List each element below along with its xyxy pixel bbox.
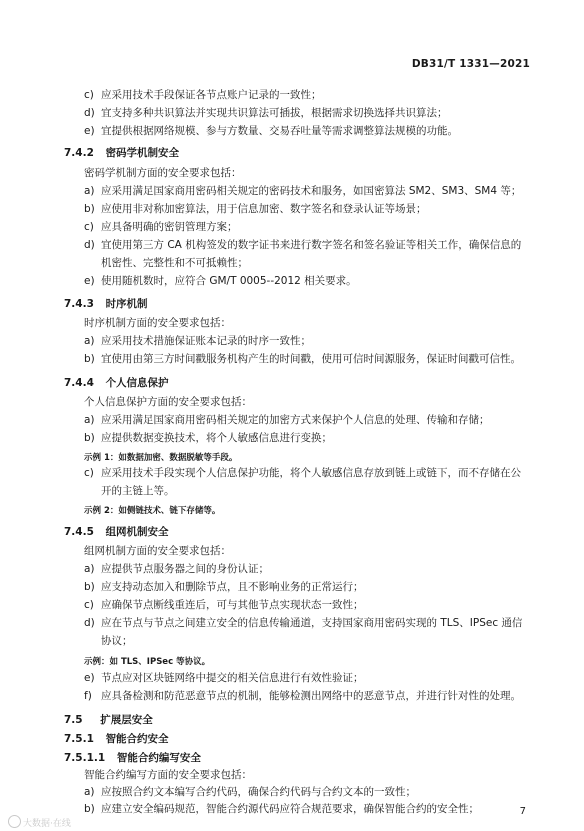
list-text-continuation: 开的主链上等。: [101, 485, 175, 497]
section-heading-7-4-2: [64, 145, 179, 160]
list-text: 应使用非对称加密算法，用于信息加密、数字签名和登录认证等场景；: [101, 203, 427, 215]
section-title: 密码学机制安全: [105, 147, 180, 159]
list-marker: c): [84, 89, 94, 101]
page-number: 7: [519, 806, 526, 817]
section-number: 7.5: [64, 714, 83, 726]
list-text: 应采用满足国家商用密码相关规定的加密方式来保护个人信息的处理、传输和存储；: [101, 414, 490, 426]
watermark-logo-icon: [8, 815, 21, 828]
list-marker: a): [84, 786, 95, 798]
watermark-text: 大数据·在线: [23, 819, 71, 829]
section-heading-7-4-5: [64, 524, 169, 539]
section-title: 时序机制: [105, 298, 148, 310]
list-text: 节点应对区块链网络中提交的相关信息进行有效性验证；: [101, 672, 364, 684]
section-intro: 智能合约编写方面的安全要求包括：: [84, 769, 252, 781]
list-marker: e): [84, 275, 95, 287]
list-marker: a): [84, 185, 95, 197]
section-heading-7-5-1: [64, 731, 169, 746]
list-marker: b): [84, 203, 95, 215]
section-heading-7-5: [64, 712, 153, 727]
list-marker: a): [84, 414, 95, 426]
list-text: 应采用技术手段实现个人信息保护功能，将个人敏感信息存放到链上或链下，而不存储在公: [101, 467, 521, 479]
section-number: 7.4.5: [64, 526, 94, 538]
section-number: 7.5.1: [64, 733, 94, 745]
standard-number: DB31/T 1331—2021: [411, 58, 530, 70]
list-text: 使用随机数时，应符合 GM/T 0005--2012 相关要求。: [101, 275, 357, 287]
list-text-continuation: 机密性、完整性和不可抵赖性；: [101, 257, 248, 269]
list-marker: d): [84, 617, 95, 629]
list-text: 宜提供根据网络规模、参与方数量、交易吞吐量等需求调整算法规模的功能。: [101, 125, 458, 137]
list-text: 应采用技术手段保证各节点账户记录的一致性；: [101, 89, 322, 101]
list-text: 应在节点与节点之间建立安全的信息传输通道，支持国家商用密码实现的 TLS、IPSec 通信: [101, 617, 523, 629]
list-marker: b): [84, 803, 95, 815]
list-marker: e): [84, 672, 95, 684]
list-marker: d): [84, 239, 95, 251]
list-marker: f): [84, 690, 92, 702]
list-marker: b): [84, 432, 95, 444]
list-text-continuation: 协议；: [101, 635, 133, 647]
list-text: 应支持动态加入和删除节点，且不影响业务的正常运行；: [101, 581, 364, 593]
list-marker: a): [84, 563, 95, 575]
example-note: 示例 2：如侧链技术、链下存储等。: [84, 506, 221, 516]
section-number: 7.4.4: [64, 377, 94, 389]
section-intro: 密码学机制方面的安全要求包括：: [84, 167, 242, 179]
section-number: 7.4.3: [64, 298, 94, 310]
section-title: 智能合约安全: [105, 733, 169, 745]
section-heading-7-4-4: [64, 375, 169, 390]
example-note: 示例：如 TLS、IPSec 等协议。: [84, 657, 211, 667]
list-marker: d): [84, 107, 95, 119]
section-heading-7-4-3: [64, 296, 148, 311]
watermark: [8, 815, 71, 829]
section-number: 7.4.2: [64, 147, 94, 159]
list-marker: c): [84, 599, 94, 611]
section-title: 扩展层安全: [100, 714, 153, 726]
list-marker: b): [84, 353, 95, 365]
list-marker: c): [84, 221, 94, 233]
list-text: 宜使用由第三方时间戳服务机构产生的时间戳，使用可信时间源服务，保证时间戳可信性。: [101, 353, 521, 365]
list-text: 应确保节点断线重连后，可与其他节点实现状态一致性；: [101, 599, 364, 611]
section-title: 组网机制安全: [105, 526, 169, 538]
list-marker: a): [84, 335, 95, 347]
section-number: 7.5.1.1: [64, 752, 106, 764]
section-title: 个人信息保护: [105, 377, 169, 389]
list-marker: e): [84, 125, 95, 137]
section-title: 智能合约编写安全: [116, 752, 201, 764]
list-text: 应提供节点服务器之间的身份认证；: [101, 563, 269, 575]
list-text: 宜支持多种共识算法并实现共识算法可插拔，根据需求切换选择共识算法；: [101, 107, 448, 119]
list-text: 宜使用第三方 CA 机构签发的数字证书来进行数字签名和签名验证等相关工作，确保信息的: [101, 239, 522, 251]
section-intro: 时序机制方面的安全要求包括：: [84, 317, 231, 329]
list-text: 应具备检测和防范恶意节点的机制，能够检测出网络中的恶意节点，并进行针对性的处理。: [101, 690, 521, 702]
list-text: 应采用满足国家商用密码相关规定的密码技术和服务，如国密算法 SM2、SM3、SM4 等；: [101, 185, 522, 197]
list-text: 应具备明确的密钥管理方案；: [101, 221, 238, 233]
list-marker: b): [84, 581, 95, 593]
section-intro: 组网机制方面的安全要求包括：: [84, 545, 231, 557]
section-intro: 个人信息保护方面的安全要求包括：: [84, 396, 252, 408]
list-marker: c): [84, 467, 94, 479]
list-text: 应采用技术措施保证账本记录的时序一致性；: [101, 335, 311, 347]
list-text: 应按照合约文本编写合约代码，确保合约代码与合约文本的一致性；: [101, 786, 416, 798]
example-note: 示例 1：如数据加密、数据脱敏等手段。: [84, 453, 238, 463]
list-text: 应建立安全编码规范，智能合约源代码应符合规范要求，确保智能合约的安全性；: [101, 803, 479, 815]
list-text: 应提供数据变换技术，将个人敏感信息进行变换；: [101, 432, 332, 444]
section-heading-7-5-1-1: [64, 750, 201, 765]
